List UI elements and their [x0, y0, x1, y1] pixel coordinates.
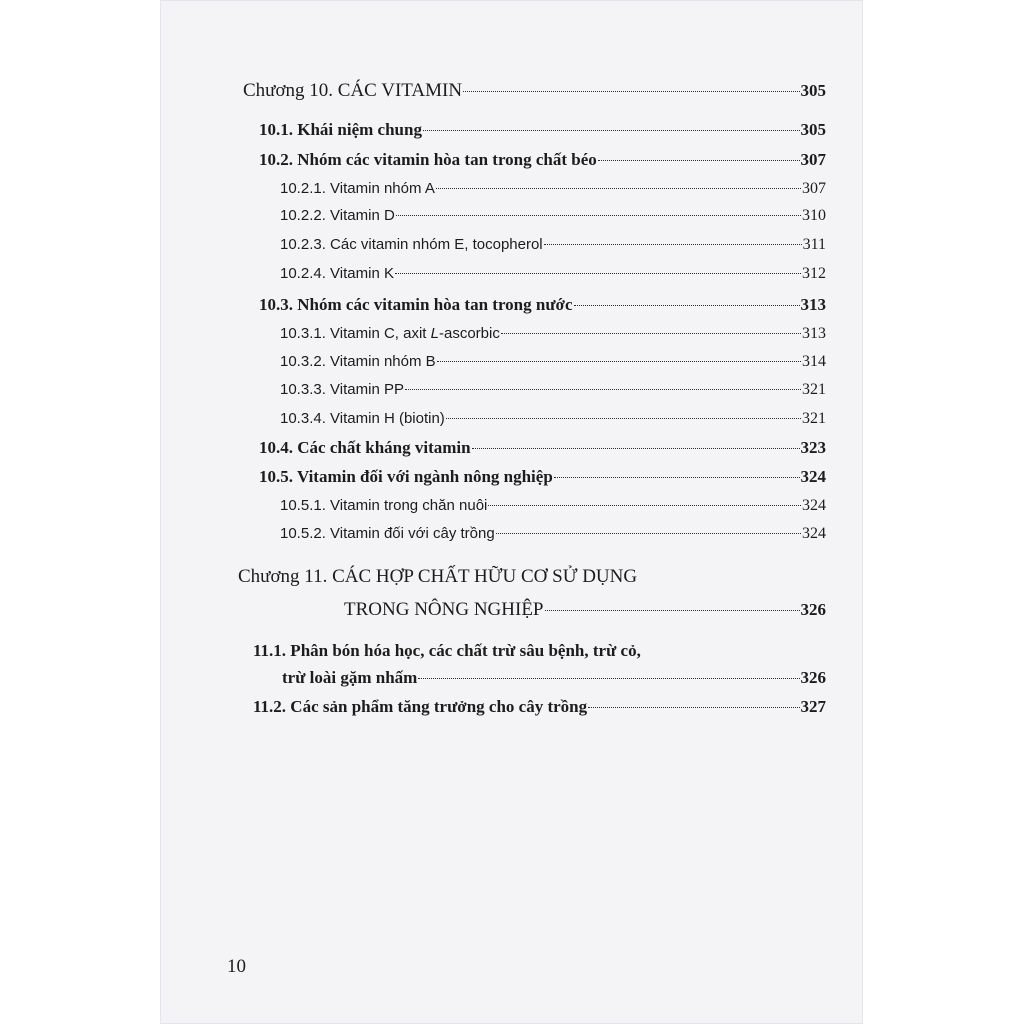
leader-dots — [574, 305, 800, 306]
leader-dots — [496, 533, 801, 534]
section-title: 10.2. Nhóm các vitamin hòa tan trong chất béo — [259, 150, 597, 169]
subsection-title: 10.3.2. Vitamin nhóm B — [280, 353, 436, 370]
section-page: 323 — [800, 438, 826, 457]
leader-dots — [544, 244, 802, 245]
subsection-title: 10.3.4. Vitamin H (biotin) — [280, 410, 445, 427]
chapter-title: Chương 10. CÁC VITAMIN — [243, 80, 463, 101]
leader-dots — [405, 389, 801, 390]
leader-dots — [463, 91, 799, 92]
leader-dots — [554, 477, 800, 478]
toc-subsection-10-2-1 — [280, 180, 826, 198]
toc-subsection-10-3-2 — [280, 353, 826, 371]
leader-dots — [598, 160, 800, 161]
toc-section-11-1 — [282, 668, 826, 688]
chapter-page: 326 — [800, 600, 826, 619]
toc-subsection-10-2-4 — [280, 265, 826, 283]
section-11-1-title-line1: 11.1. Phân bón hóa học, các chất trừ sâu bệnh, trừ cỏ, — [253, 641, 641, 660]
toc-section-10-1 — [259, 120, 826, 140]
toc-subsection-10-2-3 — [280, 236, 826, 254]
toc-subsection-10-2-2 — [280, 207, 826, 225]
section-page: 326 — [800, 668, 826, 687]
subsection-page: 313 — [802, 325, 826, 342]
leader-dots — [545, 610, 800, 611]
subsection-title: 10.5.1. Vitamin trong chăn nuôi — [280, 497, 488, 514]
section-page: 324 — [800, 467, 826, 486]
subsection-title: 10.2.4. Vitamin K — [280, 265, 394, 282]
chapter-title: TRONG NÔNG NGHIỆP — [344, 599, 544, 620]
toc-section-10-3 — [259, 295, 826, 315]
toc-subsection-10-5-2 — [280, 525, 826, 543]
subsection-title: 10.3.3. Vitamin PP — [280, 381, 404, 398]
leader-dots — [446, 418, 801, 419]
section-title: trừ loài gặm nhấm — [282, 668, 418, 687]
subsection-page: 321 — [802, 410, 826, 427]
section-page: 313 — [800, 295, 826, 314]
subsection-page: 324 — [802, 497, 826, 514]
leader-dots — [423, 130, 800, 131]
subsection-page: 307 — [802, 180, 826, 197]
chapter-page: 305 — [800, 81, 826, 100]
subsection-page: 310 — [802, 207, 826, 224]
leader-dots — [395, 273, 801, 274]
subsection-title: 10.2.2. Vitamin D — [280, 207, 395, 224]
section-page: 327 — [800, 697, 826, 716]
toc-subsection-10-3-3 — [280, 381, 826, 399]
subsection-title: 10.3.1. Vitamin C, axit L-ascorbic — [280, 325, 500, 342]
toc-subsection-10-3-1 — [280, 325, 826, 343]
section-title: 10.1. Khái niệm chung — [259, 120, 422, 139]
leader-dots — [472, 448, 800, 449]
subsection-page: 311 — [802, 236, 826, 253]
subsection-title: 10.2.1. Vitamin nhóm A — [280, 180, 435, 197]
page-number: 10 — [227, 956, 246, 977]
toc-chapter-11 — [344, 599, 826, 621]
section-page: 307 — [800, 150, 826, 169]
subsection-page: 314 — [802, 353, 826, 370]
leader-dots — [488, 505, 801, 506]
toc-section-10-5 — [259, 467, 826, 487]
subsection-title: 10.5.2. Vitamin đối với cây trồng — [280, 525, 495, 542]
leader-dots — [396, 215, 801, 216]
toc-chapter-10 — [243, 80, 826, 102]
chapter-11-title-line1: Chương 11. CÁC HỢP CHẤT HỮU CƠ SỬ DỤNG — [238, 566, 638, 587]
toc-section-11-2 — [253, 697, 826, 717]
section-title: 10.5. Vitamin đối với ngành nông nghiệp — [259, 467, 553, 486]
leader-dots — [436, 188, 801, 189]
subsection-page: 324 — [802, 525, 826, 542]
section-title: 10.3. Nhóm các vitamin hòa tan trong nước — [259, 295, 573, 314]
leader-dots — [437, 361, 801, 362]
section-title: 11.2. Các sản phẩm tăng trưởng cho cây trồng — [253, 697, 588, 716]
leader-dots — [418, 678, 799, 679]
section-page: 305 — [800, 120, 826, 139]
section-title: 10.4. Các chất kháng vitamin — [259, 438, 471, 457]
toc-section-10-2 — [259, 150, 826, 170]
leader-dots — [588, 707, 799, 708]
toc-subsection-10-5-1 — [280, 497, 826, 515]
leader-dots — [501, 333, 801, 334]
subsection-title: 10.2.3. Các vitamin nhóm E, tocopherol — [280, 236, 543, 253]
toc-section-10-4 — [259, 438, 826, 458]
subsection-page: 321 — [802, 381, 826, 398]
subsection-page: 312 — [802, 265, 826, 282]
toc-subsection-10-3-4 — [280, 410, 826, 428]
